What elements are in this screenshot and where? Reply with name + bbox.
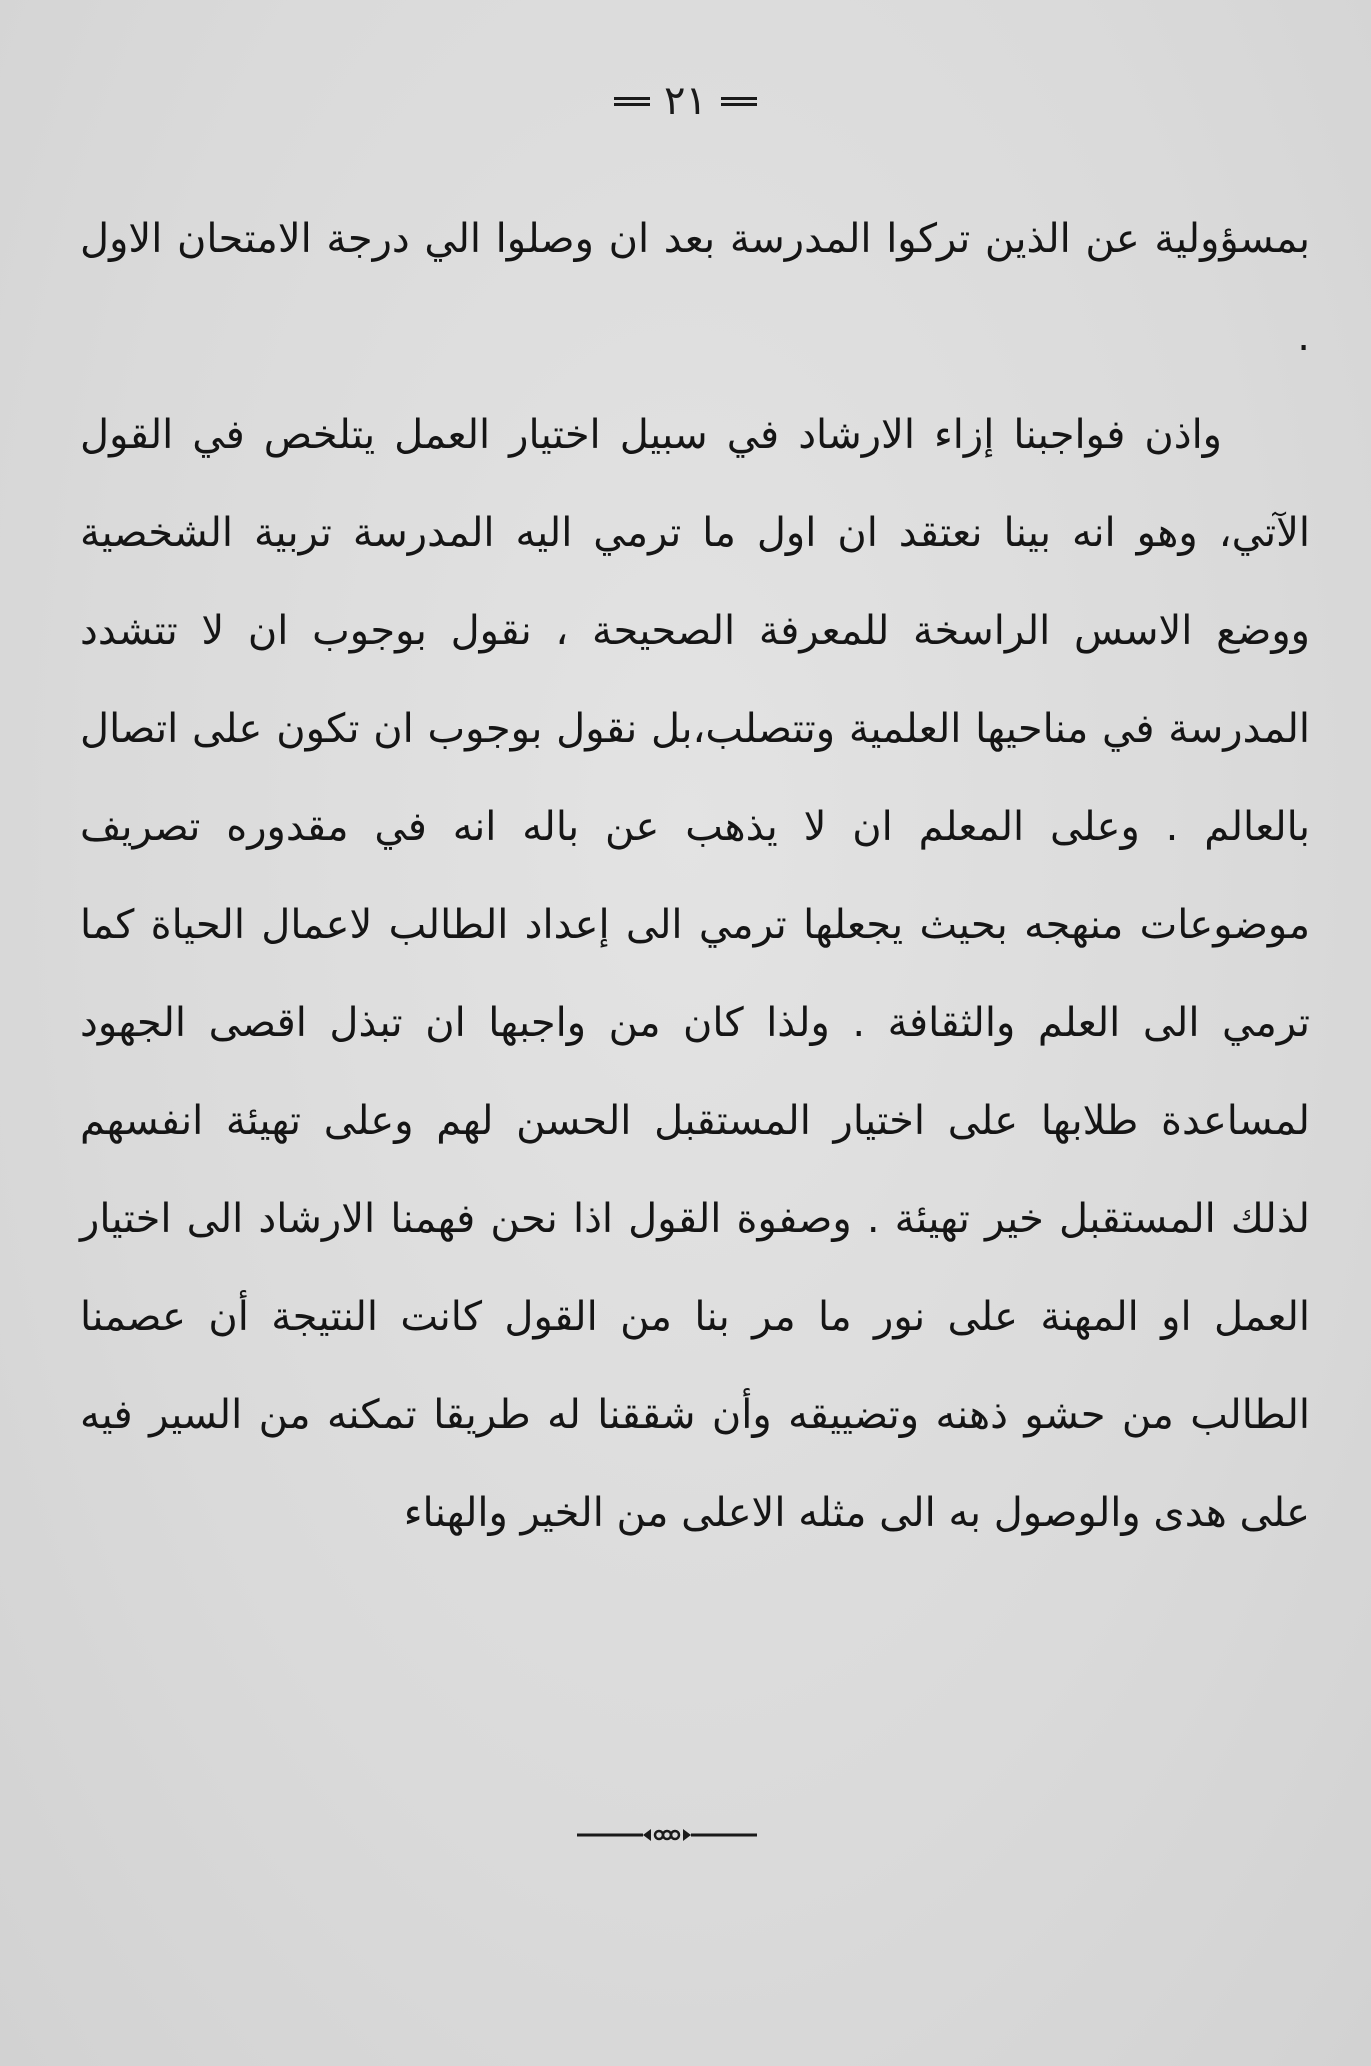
paragraph-2: واذن فواجبنا إزاء الارشاد في سبيل اختيار العمل يتلخص في القول الآتي، وهو انه بينا نعتقد ان اول ما ترمي اليه المدرسة تربية الشخصية ووضع الاسس الراسخة للمعرفة الصحيحة ، نقول بوجوب ان لا تتشدد المدرسة في مناحيها العلمية وتتصلب،بل نقول بوجوب ان تكون على اتصال بالعالم . وعلى المعلم ان لا يذهب عن باله انه في مقدوره تصريف موضوعات منهجه بحيث يجعلها ترمي الى إعداد الطالب لاعمال الحياة كما ترمي الى العلم والثقافة . ولذا كان من واجبها ان تبذل اقصى الجهود لمساعدة طلابها على اختيار المستقبل الحسن لهم وعلى تهيئة انفسهم لذلك المستقبل خير تهيئة . وصفوة القول اذا نحن فهمنا الارشاد الى اختيار العمل او المهنة على نور ما مر بنا من القول كانت النتيجة أن عصمنا الطالب من حشو ذهنه وتضييقه وأن شققنا له طريقا تمكنه من السير فيه على هدى والوصول به الى مثله الاعلى من الخير والهناء <box>80 412 1310 1536</box>
page-number-dash-left <box>614 97 650 106</box>
page-number: ٢١ <box>664 78 707 124</box>
end-ornament-icon <box>577 1820 757 1850</box>
paragraph-1: بمسؤولية عن الذين تركوا المدرسة بعد ان وصلوا الي درجة الامتحان الاول . <box>80 216 1310 360</box>
page-number-dash-right <box>721 97 757 106</box>
body-text <box>80 190 1310 1562</box>
page-number-header <box>0 78 1371 124</box>
